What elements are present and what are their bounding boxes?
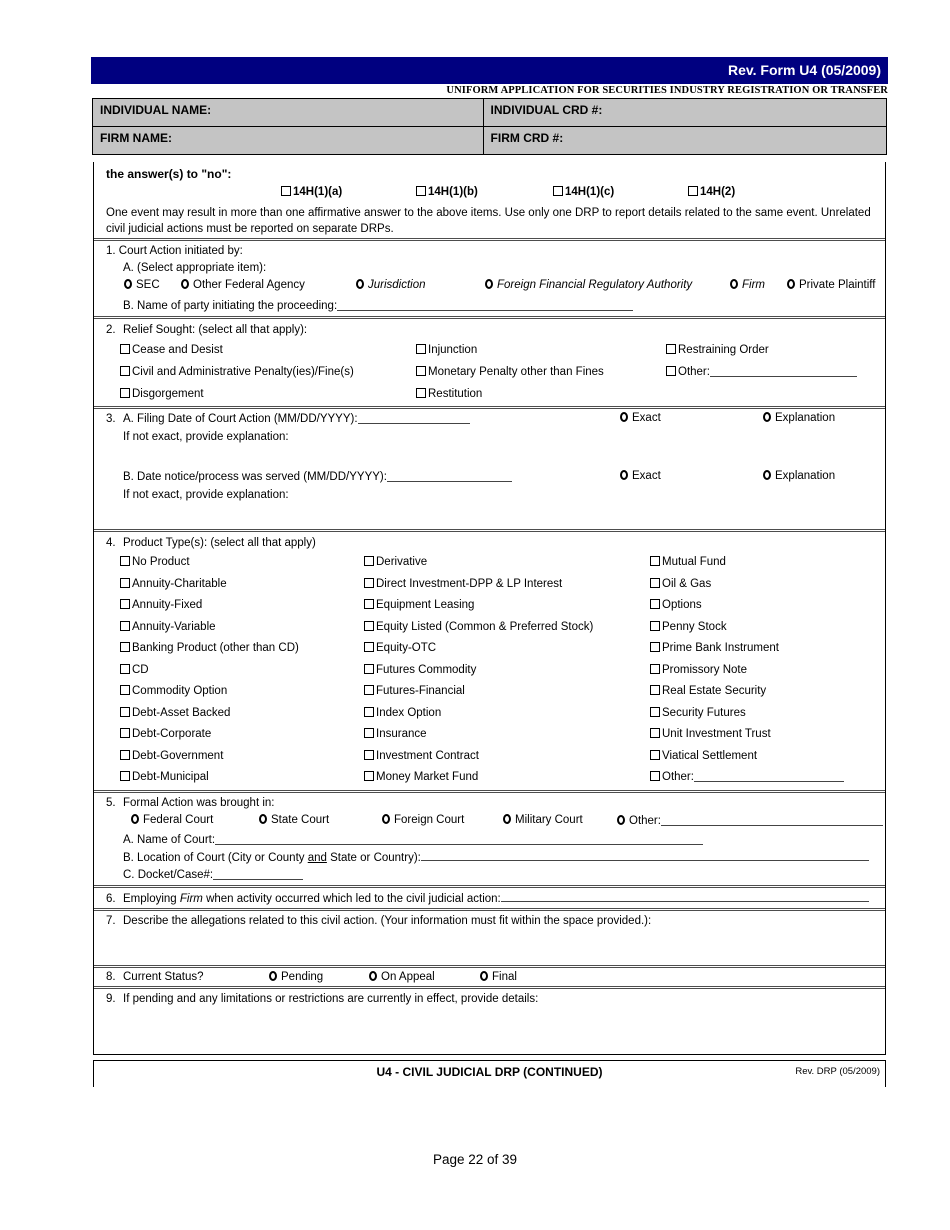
- one-event-note: One event may result in more than one affirmative answer to the above items. Use only one DRP to report details related to the same event. Unrelated civil judicial actions must be reported on separate DRPs.: [106, 207, 871, 235]
- section-intro: [94, 162, 885, 238]
- q4-other-input-line[interactable]: [694, 770, 844, 782]
- q5-docket-input-line[interactable]: [213, 868, 303, 880]
- q5-item-a-label: A. Name of Court:: [123, 833, 216, 846]
- checkbox-label: 14H(1)(a): [293, 186, 343, 198]
- radio-label: State Court: [271, 813, 330, 826]
- section-q9: [94, 986, 885, 1054]
- option-label: Insurance: [376, 728, 427, 740]
- q1-item-b-label: B. Name of party initiating the proceeding:: [123, 300, 338, 312]
- radio-label: Federal Court: [143, 813, 214, 826]
- option-label: Money Market Fund: [376, 771, 479, 783]
- radio-label: Other:: [629, 814, 661, 827]
- radio-icon[interactable]: [480, 971, 488, 981]
- checkbox-icon[interactable]: [553, 186, 563, 196]
- option-label: Penny Stock: [662, 620, 727, 633]
- checkbox-icon[interactable]: [416, 186, 426, 196]
- q3-explanation-space-a[interactable]: [106, 446, 873, 470]
- q8-number: 8.: [106, 970, 116, 983]
- product-option: [120, 595, 364, 617]
- option-label: Index Option: [376, 706, 442, 719]
- q8-title: Current Status?: [123, 970, 204, 983]
- checkbox-icon[interactable]: [120, 556, 130, 566]
- radio-icon[interactable]: [787, 279, 795, 289]
- radio-label: Private Plaintiff: [799, 279, 876, 291]
- option-label: Equipment Leasing: [376, 599, 475, 611]
- checkbox-icon[interactable]: [650, 771, 660, 781]
- option-label: Viatical Settlement: [662, 749, 758, 762]
- checkbox-icon[interactable]: [120, 366, 130, 376]
- product-option: [650, 617, 873, 639]
- product-option: [120, 681, 364, 703]
- radio-label: Pending: [281, 970, 324, 983]
- checkbox-icon[interactable]: [364, 599, 374, 609]
- radio-label: Firm: [742, 279, 765, 291]
- checkbox-icon[interactable]: [120, 750, 130, 760]
- q1-item-a-label: A. (Select appropriate item):: [123, 262, 267, 274]
- checkbox-icon[interactable]: [364, 642, 374, 652]
- q5-item-c-label: C. Docket/Case#:: [123, 868, 214, 881]
- checkbox-label: 14H(1)(c): [565, 186, 615, 198]
- radio-icon[interactable]: [269, 971, 277, 981]
- product-option: [120, 552, 364, 574]
- q3-if-not-exact-b: If not exact, provide explanation:: [123, 489, 289, 501]
- radio-pending: [269, 970, 323, 985]
- radio-exact-a: [620, 412, 661, 424]
- q3-filing-date-input-line[interactable]: [358, 412, 470, 424]
- q4-column-2: [364, 552, 650, 789]
- q5-number: 5.: [106, 796, 116, 809]
- product-option: [120, 660, 364, 682]
- firm-crd-label: FIRM CRD #:: [490, 131, 564, 145]
- checkbox-icon[interactable]: [650, 599, 660, 609]
- product-option: [364, 660, 650, 682]
- radio-label: Foreign Financial Regulatory Authority: [497, 279, 693, 291]
- q4-column-3: [650, 552, 873, 789]
- radio-icon[interactable]: [356, 279, 364, 289]
- option-label: No Product: [132, 556, 190, 568]
- q3-row-a: [106, 412, 873, 429]
- q4-title: Product Type(s): (select all that apply): [123, 537, 316, 549]
- checkbox-icon[interactable]: [364, 750, 374, 760]
- checkbox-icon[interactable]: [364, 707, 374, 717]
- option-label: Security Futures: [662, 706, 746, 719]
- no-answer-lead: the answer(s) to "no":: [106, 167, 232, 181]
- product-option: [364, 703, 650, 725]
- option-label: Investment Contract: [376, 749, 479, 762]
- radio-label: Foreign Court: [394, 813, 465, 826]
- q5-title: Formal Action was brought in:: [123, 796, 275, 809]
- product-option: [364, 595, 650, 617]
- checkbox-icon[interactable]: [650, 621, 660, 631]
- q2-other-input-line[interactable]: [710, 365, 857, 377]
- product-option-other: [650, 767, 873, 789]
- section-q6: [94, 885, 885, 908]
- q2-column-3: [666, 339, 873, 405]
- product-option: [650, 595, 873, 617]
- product-option: [650, 660, 873, 682]
- q4-column-1: [120, 552, 364, 789]
- checkbox-icon[interactable]: [650, 664, 660, 674]
- section-q4: [94, 529, 885, 790]
- q5-court-location-input-line[interactable]: [421, 849, 869, 861]
- form-subtitle: UNIFORM APPLICATION FOR SECURITIES INDUSTRY REGISTRATION OR TRANSFER: [446, 85, 888, 96]
- product-option: [364, 638, 650, 660]
- product-option: [120, 724, 364, 746]
- relief-option: [666, 339, 873, 361]
- individual-crd-label: INDIVIDUAL CRD #:: [490, 103, 603, 117]
- radio-label: Exact: [632, 412, 661, 424]
- checkbox-icon[interactable]: [120, 599, 130, 609]
- q5-other-input-line[interactable]: [661, 814, 883, 826]
- relief-option: [416, 361, 666, 383]
- product-option: [650, 703, 873, 725]
- option-label: Debt-Asset Backed: [132, 706, 231, 719]
- option-label: Monetary Penalty other than Fines: [428, 366, 604, 378]
- relief-option-other: [666, 361, 873, 383]
- individual-crd-field[interactable]: [483, 99, 886, 127]
- checkbox-icon[interactable]: [364, 771, 374, 781]
- checkbox-icon[interactable]: [120, 685, 130, 695]
- checkbox-label: 14H(1)(b): [428, 186, 478, 198]
- radio-label: Explanation: [775, 412, 836, 424]
- product-option: [650, 681, 873, 703]
- section-q2: [94, 316, 885, 406]
- radio-icon[interactable]: [730, 279, 738, 289]
- product-option: [120, 767, 364, 789]
- checkbox-icon[interactable]: [120, 664, 130, 674]
- checkbox-icon[interactable]: [364, 728, 374, 738]
- checkbox-icon[interactable]: [650, 707, 660, 717]
- q3-row-b: [106, 470, 873, 487]
- option-label: Oil & Gas: [662, 577, 712, 590]
- radio-icon[interactable]: [620, 470, 628, 480]
- checkbox-icon[interactable]: [364, 621, 374, 631]
- continued-title: U4 - CIVIL JUDICIAL DRP (CONTINUED): [376, 1064, 603, 1079]
- q6-label: Employing Firm when activity occurred which led to the civil judicial action:: [123, 892, 501, 905]
- checkbox-label: 14H(2): [700, 186, 736, 198]
- q3-number: 3.: [106, 413, 116, 425]
- identity-table: [92, 98, 887, 155]
- radio-firm: [730, 279, 765, 291]
- radio-federal-court: [131, 814, 213, 826]
- q7-allegations-space[interactable]: [106, 930, 873, 964]
- option-label: Unit Investment Trust: [662, 728, 771, 740]
- q5-court-name-input-line[interactable]: [215, 833, 703, 845]
- radio-icon[interactable]: [131, 814, 139, 824]
- checkbox-icon[interactable]: [120, 707, 130, 717]
- radio-military-court: [503, 814, 583, 826]
- radio-explanation-a: [763, 412, 835, 424]
- product-option: [650, 638, 873, 660]
- option-label: CD: [132, 663, 149, 676]
- firm-name-label: FIRM NAME:: [100, 131, 172, 145]
- checkbox-icon[interactable]: [120, 578, 130, 588]
- radio-icon[interactable]: [124, 279, 132, 289]
- option-label: Commodity Option: [132, 685, 228, 697]
- radio-label: SEC: [136, 279, 160, 291]
- radio-icon[interactable]: [620, 412, 628, 422]
- page-number: Page 22 of 39: [432, 1152, 518, 1167]
- radio-label: Final: [492, 970, 517, 983]
- relief-option: [120, 383, 416, 405]
- radio-icon[interactable]: [259, 814, 267, 824]
- q9-details-space[interactable]: [106, 1008, 873, 1053]
- q6-employing-firm-input-line[interactable]: [501, 890, 869, 902]
- product-option: [120, 638, 364, 660]
- checkbox-icon[interactable]: [650, 750, 660, 760]
- option-label: Debt-Municipal: [132, 771, 209, 783]
- section-q1: [94, 238, 885, 316]
- radio-label: Jurisdiction: [368, 279, 426, 291]
- checkbox-icon[interactable]: [120, 771, 130, 781]
- radio-other-federal-agency: [181, 279, 305, 291]
- q3-explanation-space-b[interactable]: [106, 504, 873, 528]
- option-label: Cease and Desist: [132, 344, 223, 356]
- radio-label: Other Federal Agency: [193, 279, 305, 291]
- checkbox-icon[interactable]: [364, 578, 374, 588]
- relief-option: [416, 339, 666, 361]
- radio-icon[interactable]: [503, 814, 511, 824]
- product-option: [120, 574, 364, 596]
- option-label: Other:: [662, 771, 694, 783]
- checkbox-icon[interactable]: [650, 578, 660, 588]
- checkbox-icon[interactable]: [416, 366, 426, 376]
- q1-number: 1.: [106, 245, 116, 257]
- drp-continuation-box: [93, 162, 886, 1055]
- checkbox-icon[interactable]: [120, 388, 130, 398]
- checkbox-icon[interactable]: [650, 685, 660, 695]
- checkbox-icon[interactable]: [688, 186, 698, 196]
- checkbox-icon[interactable]: [120, 344, 130, 354]
- option-label: Debt-Corporate: [132, 728, 212, 740]
- product-option: [364, 746, 650, 768]
- q9-title: If pending and any limitations or restrictions are currently in effect, provide details:: [123, 992, 539, 1005]
- radio-icon[interactable]: [763, 470, 771, 480]
- option-label: Annuity-Charitable: [132, 577, 227, 590]
- checkbox-icon[interactable]: [666, 366, 676, 376]
- radio-icon[interactable]: [181, 279, 189, 289]
- section-q8: [94, 965, 885, 986]
- checkbox-icon[interactable]: [281, 186, 291, 196]
- product-option: [650, 552, 873, 574]
- option-label: Restitution: [428, 388, 483, 400]
- radio-private-plaintiff: [787, 279, 876, 291]
- checkbox-icon[interactable]: [650, 728, 660, 738]
- option-label: Options: [662, 599, 702, 611]
- radio-on-appeal: [369, 970, 435, 985]
- radio-exact-b: [620, 470, 661, 482]
- radio-jurisdiction: [356, 279, 426, 291]
- radio-final: [480, 970, 517, 985]
- radio-label: Military Court: [515, 813, 583, 826]
- checkbox-icon[interactable]: [416, 388, 426, 398]
- q5-item-b-label: B. Location of Court (City or County and State or Country):: [123, 851, 421, 864]
- option-label: Futures Commodity: [376, 663, 477, 676]
- option-label: Other:: [678, 366, 710, 378]
- product-option: [364, 617, 650, 639]
- individual-name-label: INDIVIDUAL NAME:: [100, 103, 212, 117]
- option-label: Banking Product (other than CD): [132, 642, 299, 654]
- option-label: Direct Investment-DPP & LP Interest: [376, 577, 563, 590]
- radio-icon[interactable]: [617, 815, 625, 825]
- product-option: [120, 703, 364, 725]
- q3-item-b-label: B. Date notice/process was served (MM/DD/YYYY):: [123, 471, 387, 483]
- radio-explanation-b: [763, 470, 835, 482]
- firm-crd-field[interactable]: [483, 127, 886, 155]
- q1-options-row: [106, 277, 876, 298]
- option-label: Annuity-Fixed: [132, 599, 203, 611]
- rev-drp-label: Rev. DRP (05/2009): [795, 1065, 880, 1077]
- product-option: [364, 552, 650, 574]
- checkbox-icon[interactable]: [364, 685, 374, 695]
- checkbox-icon[interactable]: [364, 664, 374, 674]
- radio-icon[interactable]: [485, 279, 493, 289]
- option-label: Annuity-Variable: [132, 620, 216, 633]
- checkbox-icon[interactable]: [416, 344, 426, 354]
- firm-word: Firm: [179, 892, 203, 905]
- q7-number: 7.: [106, 914, 116, 927]
- option-label: Restraining Order: [678, 344, 769, 356]
- radio-icon[interactable]: [763, 412, 771, 422]
- relief-option: [120, 339, 416, 361]
- option-label: Derivative: [376, 556, 428, 568]
- radio-icon[interactable]: [369, 971, 377, 981]
- q3-item-a-label: A. Filing Date of Court Action (MM/DD/YYYY):: [123, 413, 358, 425]
- product-option: [120, 617, 364, 639]
- option-label: Futures-Financial: [376, 685, 465, 697]
- product-option: [364, 574, 650, 596]
- form-title-bar: [91, 57, 888, 84]
- option-label: Injunction: [428, 344, 478, 356]
- q6-number: 6.: [106, 892, 116, 905]
- question-14h-checkbox-row: [106, 186, 873, 201]
- q7-title: Describe the allegations related to this civil action. (Your information must fit within the space provided.):: [123, 914, 652, 927]
- radio-label: Explanation: [775, 470, 836, 482]
- radio-icon[interactable]: [382, 814, 390, 824]
- radio-other-court: [617, 814, 883, 827]
- relief-option: [416, 383, 666, 405]
- radio-label: Exact: [632, 470, 661, 482]
- checkbox-14h1c: [553, 186, 614, 198]
- product-option: [650, 746, 873, 768]
- product-option: [650, 574, 873, 596]
- checkbox-14h1b: [416, 186, 478, 198]
- checkbox-icon[interactable]: [364, 556, 374, 566]
- option-label: Promissory Note: [662, 663, 747, 676]
- q3-if-not-exact-a: If not exact, provide explanation:: [123, 431, 289, 443]
- radio-foreign-court: [382, 814, 464, 826]
- checkbox-icon[interactable]: [120, 642, 130, 652]
- product-option: [364, 767, 650, 789]
- option-label: Prime Bank Instrument: [662, 642, 779, 654]
- q2-column-1: [120, 339, 416, 405]
- q2-title: Relief Sought: (select all that apply):: [123, 324, 308, 336]
- option-label: Real Estate Security: [662, 685, 767, 697]
- section-q5: [94, 790, 885, 885]
- option-label: Equity-OTC: [376, 642, 437, 654]
- q4-number: 4.: [106, 537, 116, 549]
- q5-options-row: [106, 812, 873, 832]
- individual-name-field[interactable]: [93, 99, 484, 127]
- option-label: Equity Listed (Common & Preferred Stock): [376, 620, 594, 633]
- option-label: Mutual Fund: [662, 556, 726, 568]
- checkbox-icon[interactable]: [650, 556, 660, 566]
- q1-party-name-input-line[interactable]: [337, 299, 633, 311]
- q8-row: [106, 970, 873, 985]
- q5-and-word: and: [307, 851, 327, 864]
- product-option: [650, 724, 873, 746]
- option-label: Debt-Government: [132, 749, 224, 762]
- product-option: [120, 746, 364, 768]
- checkbox-icon[interactable]: [120, 728, 130, 738]
- section-q7: [94, 908, 885, 965]
- q2-column-2: [416, 339, 666, 405]
- checkbox-icon[interactable]: [650, 642, 660, 652]
- option-label: Civil and Administrative Penalty(ies)/Fine(s): [132, 366, 354, 378]
- rev-form-label: Rev. Form U4 (05/2009): [727, 62, 881, 78]
- section-q3: [94, 406, 885, 529]
- q3-served-date-input-line[interactable]: [387, 470, 512, 482]
- product-option: [364, 724, 650, 746]
- continued-section-box: [93, 1060, 886, 1087]
- checkbox-14h2: [688, 186, 735, 198]
- radio-foreign-financial-regulatory-authority: [485, 279, 692, 291]
- q9-number: 9.: [106, 992, 116, 1005]
- relief-option: [120, 361, 416, 383]
- checkbox-14h1a: [281, 186, 342, 198]
- radio-sec: [124, 279, 160, 291]
- q1-title: Court Action initiated by:: [118, 245, 243, 257]
- radio-label: On Appeal: [381, 970, 435, 983]
- checkbox-icon[interactable]: [666, 344, 676, 354]
- radio-state-court: [259, 814, 329, 826]
- option-label: Disgorgement: [132, 388, 204, 400]
- firm-name-field[interactable]: [93, 127, 484, 155]
- product-option: [364, 681, 650, 703]
- relief-option-empty: [666, 383, 873, 405]
- checkbox-icon[interactable]: [120, 621, 130, 631]
- q2-number: 2.: [106, 324, 116, 336]
